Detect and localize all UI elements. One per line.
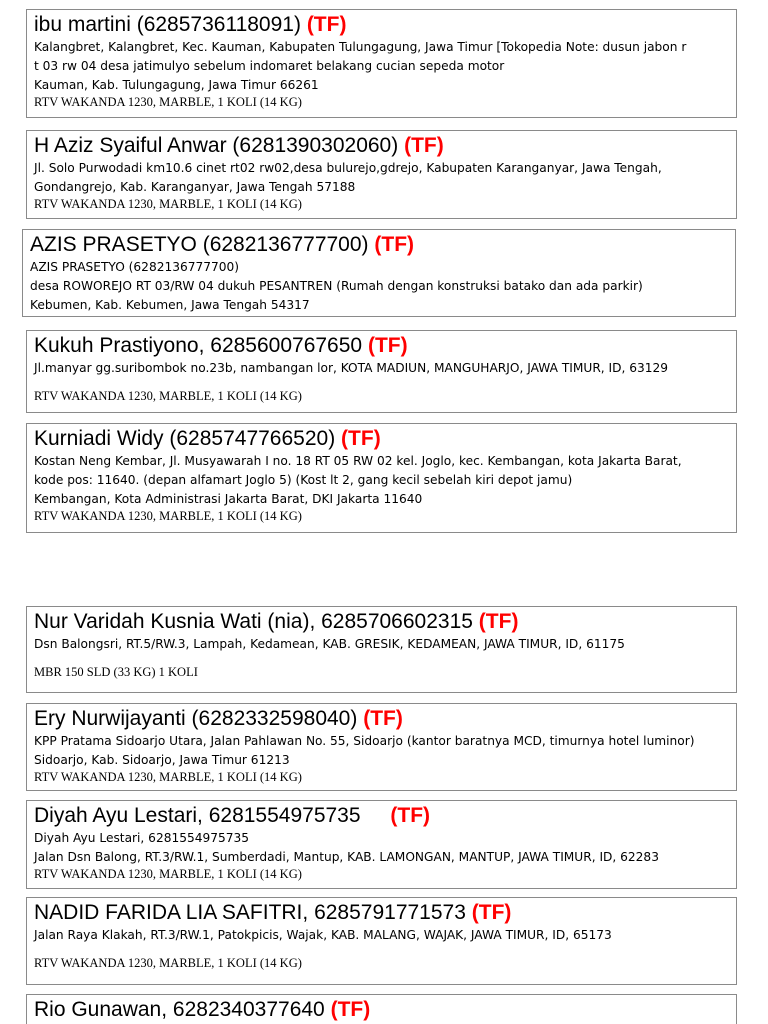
recipient-address: Kalangbret, Kalangbret, Kec. Kauman, Kabupaten Tulungagung, Jawa Timur [Tokopedia Note: dusun jabon r t 03 rw 04 desa jatimulyo sebelum indomaret belakang cucian sepeda motor Kauman, Kab. Tulungagung, Jawa Timur 66261 (34, 40, 687, 92)
shipping-label (26, 897, 737, 985)
recipient-line (34, 133, 730, 158)
tf-tag: (TF) (341, 427, 381, 450)
tf-tag: (TF) (478, 610, 519, 633)
recipient-name: Ery Nurwijayanti (6282332598040) (34, 707, 358, 730)
shipping-label (26, 423, 737, 533)
recipient-address: AZIS PRASETYO (6282136777700) desa ROWOREJO RT 03/RW 04 dukuh PESANTREN (Rumah dengan konstruksi batako dan ada parkir) Kebumen, Kab. Kebumen, Jawa Tengah 54317 (30, 260, 643, 312)
tf-tag: (TF) (390, 804, 431, 827)
item-description: RTV WAKANDA 1230, MARBLE, 1 KOLI (14 KG) (34, 770, 302, 784)
recipient-name: Nur Varidah Kusnia Wati (nia), 6285706602315 (34, 610, 473, 633)
recipient-line (34, 706, 730, 731)
spacer (34, 654, 730, 665)
recipient-address: Jalan Raya Klakah, RT.3/RW.1, Patokpicis, Wajak, KAB. MALANG, WAJAK, JAWA TIMUR, ID, 65173 (34, 928, 612, 942)
shipping-label (26, 994, 737, 1024)
item-description: MBR 150 SLD (33 KG) 1 KOLI (34, 665, 198, 679)
recipient-line (34, 12, 730, 37)
shipping-label (26, 130, 737, 219)
recipient-name: H Aziz Syaiful Anwar (6281390302060) (34, 134, 399, 157)
tf-tag: (TF) (471, 901, 512, 924)
recipient-name: Kukuh Prastiyono, 6285600767650 (34, 334, 363, 357)
recipient-name: ibu martini (6285736118091) (34, 13, 301, 36)
item-description: RTV WAKANDA 1230, MARBLE, 1 KOLI (14 KG) (34, 956, 302, 970)
recipient-name: AZIS PRASETYO (6282136777700) (30, 233, 369, 256)
recipient-address: Jl.manyar gg.suribombok no.23b, nambangan lor, KOTA MADIUN, MANGUHARJO, JAWA TIMUR, ID, 63129 (34, 361, 669, 375)
recipient-address: Dsn Balongsri, RT.5/RW.3, Lampah, Kedamean, KAB. GRESIK, KEDAMEAN, JAWA TIMUR, ID, 61175 (34, 637, 625, 651)
recipient-line (30, 232, 729, 257)
item-description: RTV WAKANDA 1230, MARBLE, 1 KOLI (14 KG) (34, 197, 302, 211)
tf-tag: (TF) (330, 998, 371, 1021)
recipient-name: Rio Gunawan, 6282340377640 (34, 998, 325, 1021)
tf-tag: (TF) (374, 233, 415, 256)
item-description: RTV WAKANDA 1230, MARBLE, 1 KOLI (14 KG) (34, 95, 302, 109)
recipient-address: Kostan Neng Kembar, Jl. Musyawarah I no. 18 RT 05 RW 02 kel. Joglo, kec. Kembangan, kota Jakarta Barat, kode pos: 11640. (depan alfamart Joglo 5) (Kost lt 2, gang kecil sebelah kiri depot jamu) Kembangan, Kota Administrasi Jakarta Barat, DKI Jakarta 11640 (34, 454, 682, 506)
recipient-address: Jl. Solo Purwodadi km10.6 cinet rt02 rw02,desa bulurejo,gdrejo, Kabupaten Karanganyar, Jawa Tengah, Gondangrejo, Kab. Karanganyar, Jawa Tengah 57188 (34, 161, 662, 194)
tf-tag: (TF) (363, 707, 403, 730)
item-description: RTV WAKANDA 1230, MARBLE, 1 KOLI (14 KG) (34, 509, 302, 523)
recipient-line (34, 609, 730, 634)
recipient-name: Kurniadi Widy (6285747766520) (34, 427, 336, 450)
shipping-label (26, 606, 737, 693)
recipient-name: Diyah Ayu Lestari, 6281554975735 (34, 804, 361, 827)
shipping-label (26, 800, 737, 889)
tf-tag: (TF) (306, 13, 347, 36)
recipient-address: Diyah Ayu Lestari, 6281554975735 Jalan Dsn Balong, RT.3/RW.1, Sumberdadi, Mantup, KAB. LAMONGAN, MANTUP, JAWA TIMUR, ID, 62283 (34, 831, 659, 864)
spacer (34, 945, 730, 956)
recipient-line (34, 997, 730, 1022)
tf-tag: (TF) (404, 134, 444, 157)
recipient-line (34, 426, 730, 451)
recipient-address: KPP Pratama Sidoarjo Utara, Jalan Pahlawan No. 55, Sidoarjo (kantor baratnya MCD, timurnya hotel luminor) Sidoarjo, Kab. Sidoarjo, Jawa Timur 61213 (34, 734, 695, 767)
tf-tag: (TF) (367, 334, 408, 357)
recipient-line (34, 803, 730, 828)
item-description: RTV WAKANDA 1230, MARBLE, 1 KOLI (14 KG) (34, 867, 302, 881)
item-description: RTV WAKANDA 1230, MARBLE, 1 KOLI (14 KG) (34, 389, 302, 403)
shipping-label (26, 330, 737, 413)
recipient-line (34, 900, 730, 925)
shipping-label (22, 229, 736, 317)
recipient-name: NADID FARIDA LIA SAFITRI, 6285791771573 (34, 901, 466, 924)
shipping-label (26, 9, 737, 118)
shipping-label (26, 703, 737, 791)
spacer (34, 378, 730, 389)
recipient-line (34, 333, 730, 358)
